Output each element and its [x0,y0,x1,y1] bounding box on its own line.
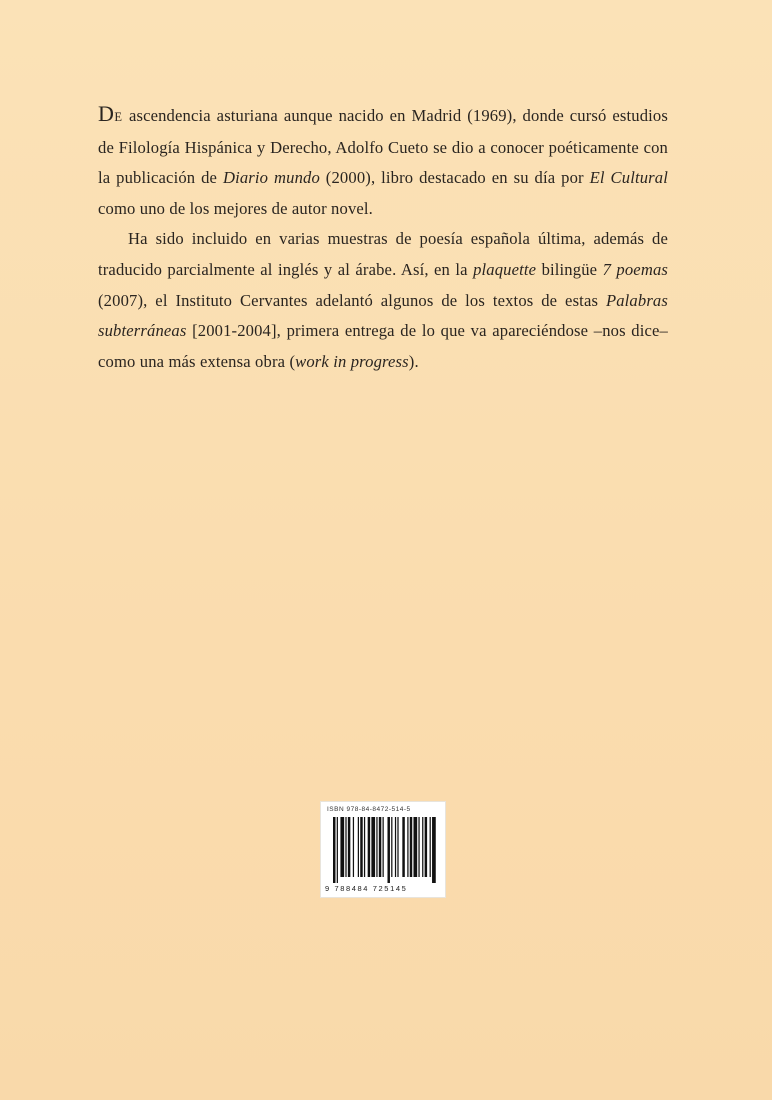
ean-digits: 9 788484 725145 [325,884,408,893]
author-blurb [98,99,668,377]
blurb-paragraph-1 [98,99,668,224]
blurb-paragraph-2 [98,224,668,377]
italic-work-in-progress: work in progress [295,351,409,371]
book-title-7-poemas: 7 poemas [602,259,669,279]
book-title-diario-mundo: Diario mundo [222,168,320,188]
blurb-text: (2007), el Instituto Cervantes adelantó algunos de los textos de estas [98,290,606,310]
isbn-label: ISBN 978-84-8472-514-5 [327,806,411,813]
blurb-text: [2001-2004], primera entrega de lo que va apareciéndose –nos dice– como una más extensa obra ( [98,321,668,371]
drop-cap: D [98,101,115,126]
blurb-text: (2000), libro destacado en su día por [319,168,590,188]
italic-plaquette: plaquette [473,259,537,279]
publication-el-cultural: El Cultural [589,168,668,188]
blurb-text: bilingüe [536,259,603,279]
book-title-palabras-subterraneas: Palabras subterráneas [98,290,668,341]
blurb-text: Ha sido incluido en varias muestras de poesía española última, además de traducido parcialmente al inglés y al árabe. Así, en la [98,229,668,279]
small-caps: E [114,110,124,124]
barcode-bars-icon [333,817,437,883]
isbn-barcode [320,801,446,898]
blurb-text: ascendencia asturiana aunque nacido en Madrid (1969), donde cursó estudios de Filología Hispánica y Derecho, Adolfo Cueto se dio a conocer poéticamente con la publicación de [98,106,668,188]
blurb-text: como uno de los mejores de autor novel. [98,198,373,218]
blurb-text: ). [408,351,419,371]
